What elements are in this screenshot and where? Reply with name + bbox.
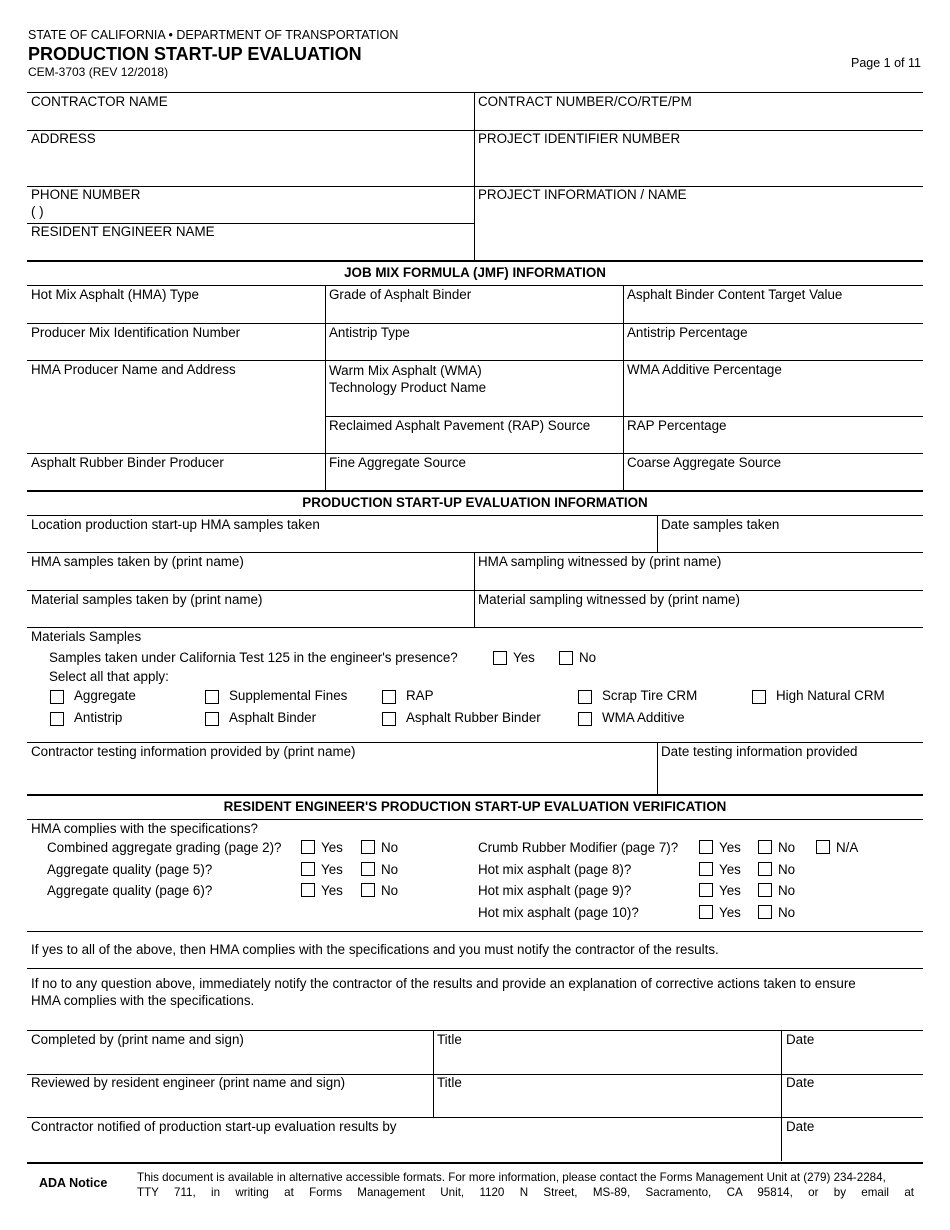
project-identifier-field[interactable]: [476, 147, 922, 185]
yes-label: Yes: [321, 840, 343, 855]
if-yes-note: If yes to all of the above, then HMA complies with the specifications and you must notify the contractor of the results.: [31, 942, 719, 957]
crumb-rubber-yes-checkbox[interactable]: [699, 840, 713, 854]
hma-page8-yes-checkbox[interactable]: [699, 862, 713, 876]
no-label: No: [778, 905, 796, 920]
rule: [657, 515, 658, 552]
rap-label: RAP: [406, 688, 434, 703]
testing-date-field[interactable]: [659, 760, 922, 793]
rule: [27, 819, 923, 820]
rule: [27, 552, 923, 553]
combined-aggregate-no-checkbox[interactable]: [361, 840, 375, 854]
rule: [27, 186, 923, 187]
rule: [781, 1030, 782, 1161]
antistrip-checkbox[interactable]: [50, 712, 64, 726]
rule: [27, 92, 923, 93]
yes-label: Yes: [719, 905, 741, 920]
location-label: Location production start-up HMA samples taken: [31, 517, 320, 532]
binder-content-field[interactable]: [625, 303, 922, 322]
hma-type-label: Hot Mix Asphalt (HMA) Type: [31, 287, 199, 302]
ada-label: ADA Notice: [39, 1176, 108, 1190]
no-label: No: [381, 883, 399, 898]
no-label: No: [778, 883, 796, 898]
coarse-agg-label: Coarse Aggregate Source: [627, 455, 782, 470]
rule: [27, 627, 923, 628]
title-label: Title: [437, 1075, 462, 1090]
rule: [27, 130, 923, 131]
rule: [27, 590, 923, 591]
date-label: Date: [786, 1032, 815, 1047]
coarse-agg-field[interactable]: [625, 471, 922, 489]
rule: [657, 742, 658, 794]
project-info-field[interactable]: [476, 203, 922, 258]
rule: [27, 515, 923, 516]
mat-taken-by-field[interactable]: [28, 608, 473, 626]
if-no-note-line1: If no to any question above, immediately notify the contractor of the results and provide an explanation of corrective actions taken to ensure: [31, 976, 856, 991]
reviewed-by-field[interactable]: [28, 1091, 432, 1116]
hma-taken-by-field[interactable]: [28, 570, 473, 589]
hma-page8-label: Hot mix asphalt (page 8)?: [478, 862, 632, 877]
page-number: Page 1 of 11: [851, 56, 921, 70]
date-taken-label: Date samples taken: [661, 517, 780, 532]
notified-date-field[interactable]: [783, 1135, 922, 1160]
grade-binder-label: Grade of Asphalt Binder: [329, 287, 472, 302]
contract-number-label: CONTRACT NUMBER/CO/RTE/PM: [478, 94, 692, 109]
na-label: N/A: [836, 840, 859, 855]
rule: [27, 285, 923, 286]
hma-page10-label: Hot mix asphalt (page 10)?: [478, 905, 639, 920]
hma-page8-no-checkbox[interactable]: [758, 862, 772, 876]
ct125-yes-checkbox[interactable]: [493, 651, 507, 665]
completed-date-field[interactable]: [783, 1048, 922, 1073]
ct125-no-label: No: [579, 650, 597, 665]
yes-label: Yes: [719, 883, 741, 898]
crumb-rubber-label: Crumb Rubber Modifier (page 7)?: [478, 840, 679, 855]
wma-additive-pct-field[interactable]: [625, 378, 922, 415]
rule: [623, 285, 624, 490]
reviewed-date-field[interactable]: [783, 1091, 922, 1116]
rap-source-field[interactable]: [327, 434, 622, 452]
rule: [27, 453, 923, 454]
crumb-rubber-no-checkbox[interactable]: [758, 840, 772, 854]
supplemental-fines-checkbox[interactable]: [205, 690, 219, 704]
section-rule: [27, 260, 923, 262]
section-rule: [27, 794, 923, 796]
antistrip-pct-field[interactable]: [625, 341, 922, 359]
hma-taken-by-label: HMA samples taken by (print name): [31, 554, 244, 569]
ada-line1: This document is available in alternative accessible formats. For more information, please contact the Forms Management Unit at (279) 234-2284,: [137, 1171, 886, 1184]
rule: [27, 931, 923, 932]
aggregate-label: Aggregate: [74, 688, 136, 703]
phone-label: PHONE NUMBER: [31, 187, 141, 202]
notified-by-field[interactable]: [28, 1135, 780, 1160]
asphalt-rubber-binder-checkbox[interactable]: [382, 712, 396, 726]
contractor-name-label: CONTRACTOR NAME: [31, 94, 168, 109]
combined-aggregate-yes-checkbox[interactable]: [301, 840, 315, 854]
rule: [27, 360, 923, 361]
yes-label: Yes: [719, 840, 741, 855]
rule: [27, 1117, 923, 1118]
no-label: No: [778, 862, 796, 877]
rule: [27, 968, 923, 969]
if-no-note-line2: HMA complies with the specifications.: [31, 993, 255, 1008]
rubber-producer-field[interactable]: [28, 471, 324, 489]
aggregate-quality-5-label: Aggregate quality (page 5)?: [47, 862, 213, 877]
ada-line2: TTY 711, in writing at Forms Management Unit, 1120 N Street, MS-89, Sacramento, CA 95814, or by email at: [137, 1186, 914, 1199]
re-heading: RESIDENT ENGINEER'S PRODUCTION START-UP EVALUATION VERIFICATION: [223, 799, 727, 814]
resident-engineer-field[interactable]: [28, 240, 473, 259]
phone-field[interactable]: [75, 203, 473, 221]
address-field[interactable]: [28, 147, 473, 185]
complies-question: HMA complies with the specifications?: [31, 821, 258, 836]
aggregate-quality-6-label: Aggregate quality (page 6)?: [47, 883, 213, 898]
section-rule: [27, 490, 923, 492]
address-label: ADDRESS: [31, 131, 96, 146]
rubber-producer-label: Asphalt Rubber Binder Producer: [31, 455, 224, 470]
rap-pct-label: RAP Percentage: [627, 418, 727, 433]
no-label: No: [381, 862, 399, 877]
hma-witnessed-label: HMA sampling witnessed by (print name): [478, 554, 722, 569]
antistrip-type-label: Antistrip Type: [329, 325, 410, 340]
aggregate-quality-5-no-checkbox[interactable]: [361, 862, 375, 876]
rule: [325, 285, 326, 490]
ct125-question: Samples taken under California Test 125 in the engineer's presence?: [49, 650, 458, 665]
notified-by-label: Contractor notified of production start-up evaluation results by: [31, 1119, 397, 1134]
hma-producer-field[interactable]: [28, 378, 324, 452]
supplemental-fines-label: Supplemental Fines: [229, 688, 348, 703]
phone-format: ( ): [31, 204, 44, 219]
hma-page10-yes-checkbox[interactable]: [699, 905, 713, 919]
jmf-heading: JOB MIX FORMULA (JMF) INFORMATION: [344, 265, 606, 280]
mat-witnessed-field[interactable]: [476, 608, 922, 626]
testing-date-label: Date testing information provided: [661, 744, 858, 759]
aggregate-quality-6-yes-checkbox[interactable]: [301, 883, 315, 897]
hma-page9-label: Hot mix asphalt (page 9)?: [478, 883, 632, 898]
high-natural-crm-label: High Natural CRM: [776, 688, 885, 703]
mat-witnessed-label: Material sampling witnessed by (print name): [478, 592, 740, 607]
hma-witnessed-field[interactable]: [476, 570, 922, 589]
wma-label-line2: Technology Product Name: [329, 380, 487, 395]
contractor-name-field[interactable]: [28, 109, 473, 129]
hma-type-field[interactable]: [28, 303, 324, 322]
hma-page9-yes-checkbox[interactable]: [699, 883, 713, 897]
title-label: Title: [437, 1032, 462, 1047]
binder-content-label: Asphalt Binder Content Target Value: [627, 287, 843, 302]
project-info-label: PROJECT INFORMATION / NAME: [478, 187, 687, 202]
ct125-yes-label: Yes: [513, 650, 535, 665]
no-label: No: [778, 840, 796, 855]
yes-label: Yes: [321, 862, 343, 877]
yes-label: Yes: [321, 883, 343, 898]
hma-page10-no-checkbox[interactable]: [758, 905, 772, 919]
rap-pct-field[interactable]: [625, 434, 922, 452]
reviewed-by-label: Reviewed by resident engineer (print name and sign): [31, 1075, 346, 1090]
hma-producer-label: HMA Producer Name and Address: [31, 362, 236, 377]
crumb-rubber-na-checkbox[interactable]: [816, 840, 830, 854]
date-label: Date: [786, 1075, 815, 1090]
antistrip-label: Antistrip: [74, 710, 123, 725]
rap-checkbox[interactable]: [382, 690, 396, 704]
rule: [27, 1030, 923, 1031]
mat-taken-by-label: Material samples taken by (print name): [31, 592, 263, 607]
antistrip-type-field[interactable]: [327, 341, 622, 359]
wma-label-line1: Warm Mix Asphalt (WMA): [329, 363, 482, 378]
wma-additive-checkbox[interactable]: [578, 712, 592, 726]
wma-additive-label: WMA Additive: [602, 710, 685, 725]
contract-number-field[interactable]: [476, 109, 922, 129]
agency-line: STATE OF CALIFORNIA • DEPARTMENT OF TRANSPORTATION: [28, 28, 399, 42]
pse-heading: PRODUCTION START-UP EVALUATION INFORMATION: [302, 495, 648, 510]
producer-mix-id-field[interactable]: [28, 341, 324, 359]
form-title: PRODUCTION START-UP EVALUATION: [28, 44, 362, 64]
materials-samples-label: Materials Samples: [31, 629, 142, 644]
rule: [27, 323, 923, 324]
rap-source-label: Reclaimed Asphalt Pavement (RAP) Source: [329, 418, 591, 433]
completed-by-label: Completed by (print name and sign): [31, 1032, 244, 1047]
location-field[interactable]: [28, 533, 656, 551]
form-id: CEM-3703 (REV 12/2018): [28, 65, 169, 79]
grade-binder-field[interactable]: [327, 303, 622, 322]
hma-page9-no-checkbox[interactable]: [758, 883, 772, 897]
testing-by-field[interactable]: [28, 760, 656, 793]
testing-by-label: Contractor testing information provided by (print name): [31, 744, 356, 759]
rule: [474, 92, 475, 260]
producer-mix-id-label: Producer Mix Identification Number: [31, 325, 241, 340]
asphalt-rubber-binder-label: Asphalt Rubber Binder: [406, 710, 541, 725]
scrap-tire-crm-label: Scrap Tire CRM: [602, 688, 698, 703]
asphalt-binder-checkbox[interactable]: [205, 712, 219, 726]
section-rule: [27, 1162, 923, 1164]
high-natural-crm-checkbox[interactable]: [752, 690, 766, 704]
antistrip-pct-label: Antistrip Percentage: [627, 325, 748, 340]
fine-agg-field[interactable]: [327, 471, 622, 489]
aggregate-quality-5-yes-checkbox[interactable]: [301, 862, 315, 876]
wma-product-field[interactable]: [327, 396, 622, 415]
completed-title-field[interactable]: [435, 1048, 780, 1073]
combined-aggregate-label: Combined aggregate grading (page 2)?: [47, 840, 282, 855]
ct125-no-checkbox[interactable]: [559, 651, 573, 665]
scrap-tire-crm-checkbox[interactable]: [578, 690, 592, 704]
rule: [325, 416, 923, 417]
no-label: No: [381, 840, 399, 855]
date-taken-field[interactable]: [659, 533, 922, 551]
wma-additive-pct-label: WMA Additive Percentage: [627, 362, 782, 377]
completed-by-field[interactable]: [28, 1048, 432, 1073]
yes-label: Yes: [719, 862, 741, 877]
date-label: Date: [786, 1119, 815, 1134]
rule: [27, 742, 923, 743]
asphalt-binder-label: Asphalt Binder: [229, 710, 317, 725]
reviewed-title-field[interactable]: [435, 1091, 780, 1116]
project-identifier-label: PROJECT IDENTIFIER NUMBER: [478, 131, 681, 146]
resident-engineer-label: RESIDENT ENGINEER NAME: [31, 224, 215, 239]
fine-agg-label: Fine Aggregate Source: [329, 455, 466, 470]
aggregate-checkbox[interactable]: [50, 690, 64, 704]
select-all-label: Select all that apply:: [49, 669, 169, 684]
aggregate-quality-6-no-checkbox[interactable]: [361, 883, 375, 897]
